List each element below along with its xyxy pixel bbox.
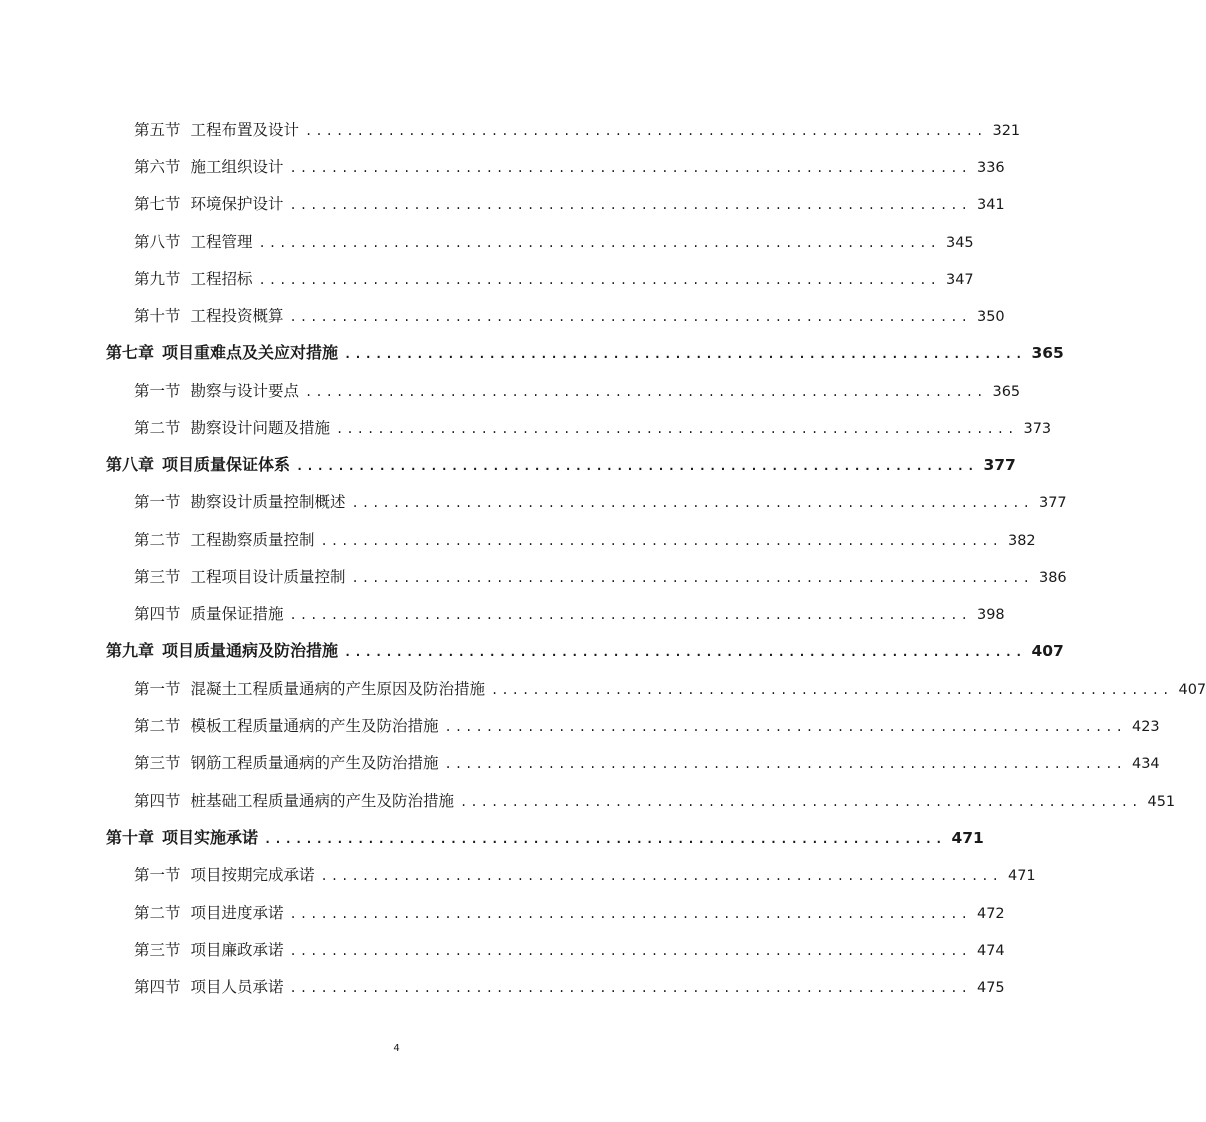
- toc-entry-title: 勘察设计质量控制概述: [190, 493, 346, 511]
- dot-leader: ..................................................................: [351, 571, 1033, 585]
- toc-entry-number: 第五节: [134, 121, 181, 139]
- toc-entry-number: 第四节: [134, 978, 181, 996]
- dot-leader: ..................................................................: [289, 981, 971, 995]
- toc-entry-number: 第八节: [134, 233, 181, 251]
- toc-entry[interactable]: [134, 117, 1021, 143]
- toc-entry[interactable]: [134, 378, 1021, 404]
- toc-chapter-page: 365: [1031, 344, 1064, 362]
- dot-leader: ..................................................................: [258, 273, 940, 287]
- dot-leader: ..................................................................: [444, 757, 1126, 771]
- toc-entry[interactable]: [134, 974, 1005, 1000]
- dot-leader: ..................................................................: [336, 422, 1018, 436]
- dot-leader: ..................................................................: [289, 608, 971, 622]
- toc-entry[interactable]: [134, 489, 1067, 515]
- toc-entry-page: 475: [976, 980, 1005, 996]
- dot-leader: ..................................................................: [320, 534, 1002, 548]
- dot-leader: ..................................................................: [289, 161, 971, 175]
- toc-entry-title: 模板工程质量通病的产生及防治措施: [190, 717, 439, 735]
- toc-entry-title: 工程管理: [190, 233, 253, 251]
- toc-entry-title: 桩基础工程质量通病的产生及防治措施: [190, 792, 455, 810]
- toc-entry-title: 项目廉政承诺: [190, 941, 284, 959]
- dot-leader: ..................................................................: [320, 869, 1002, 883]
- toc-entry[interactable]: [134, 303, 1005, 329]
- toc-entry-number: 第二节: [134, 904, 181, 922]
- toc-entry-number: 第一节: [134, 382, 181, 400]
- toc-entry-number: 第二节: [134, 531, 181, 549]
- toc-entry-title: 工程招标: [190, 270, 253, 288]
- toc-chapter[interactable]: [106, 340, 1064, 366]
- toc-entry-number: 第三节: [134, 941, 181, 959]
- toc-chapter[interactable]: [106, 825, 984, 851]
- toc-entry-page: 377: [1038, 495, 1067, 511]
- toc-entry-page: 423: [1131, 719, 1160, 735]
- toc-chapter-page: 471: [951, 829, 984, 847]
- toc-entry-title: 工程项目设计质量控制: [190, 568, 346, 586]
- toc-entry-title: 勘察设计问题及措施: [190, 419, 331, 437]
- toc-entry[interactable]: [134, 191, 1005, 217]
- toc-entry-page: 341: [976, 197, 1005, 213]
- toc-entry-page: 471: [1007, 868, 1036, 884]
- dot-leader: ..................................................................: [289, 907, 971, 921]
- toc-entry-title: 项目按期完成承诺: [190, 866, 315, 884]
- toc-entry[interactable]: [134, 229, 974, 255]
- toc-entry-page: 382: [1007, 533, 1036, 549]
- toc-chapter-number: 第十章: [106, 828, 155, 847]
- dot-leader: ..................................................................: [460, 795, 1142, 809]
- toc-entry-number: 第一节: [134, 680, 181, 698]
- toc-chapter[interactable]: [106, 452, 1016, 478]
- toc-entry[interactable]: [134, 564, 1067, 590]
- toc-entry-number: 第十节: [134, 307, 181, 325]
- toc-entry-page: 474: [976, 943, 1005, 959]
- toc-chapter-number: 第八章: [106, 455, 155, 474]
- toc-entry[interactable]: [134, 415, 1052, 441]
- toc-entry-page: 451: [1147, 794, 1176, 810]
- toc-entry-page: 347: [945, 272, 974, 288]
- toc-entry-number: 第六节: [134, 158, 181, 176]
- toc-entry[interactable]: [134, 601, 1005, 627]
- page-number: 4: [393, 1043, 400, 1054]
- toc-entry[interactable]: [134, 527, 1036, 553]
- dot-leader: ..................................................................: [289, 310, 971, 324]
- toc-entry-title: 施工组织设计: [190, 158, 284, 176]
- toc-entry-page: 336: [976, 160, 1005, 176]
- toc-entry-title: 质量保证措施: [190, 605, 284, 623]
- toc-chapter-title: 项目重难点及关应对措施: [162, 343, 339, 362]
- toc-entry-page: 321: [992, 123, 1021, 139]
- toc-entry[interactable]: [134, 900, 1005, 926]
- dot-leader: ..................................................................: [258, 236, 940, 250]
- dot-leader: ..................................................................: [296, 459, 978, 473]
- toc-entry-number: 第九节: [134, 270, 181, 288]
- toc-entry-page: 365: [992, 384, 1021, 400]
- toc-chapter-title: 项目质量保证体系: [162, 455, 291, 474]
- toc-entry-title: 工程投资概算: [190, 307, 284, 325]
- dot-leader: ..................................................................: [491, 683, 1173, 697]
- toc-entry-title: 混凝土工程质量通病的产生原因及防治措施: [190, 680, 486, 698]
- toc-entry-number: 第四节: [134, 792, 181, 810]
- toc-entry[interactable]: [134, 862, 1036, 888]
- toc-entry[interactable]: [134, 154, 1005, 180]
- toc-entry-number: 第三节: [134, 568, 181, 586]
- toc-entry-page: 434: [1131, 756, 1160, 772]
- dot-leader: ..................................................................: [289, 944, 971, 958]
- toc-entry-number: 第七节: [134, 195, 181, 213]
- dot-leader: ..................................................................: [344, 645, 1026, 659]
- toc-entry-title: 项目人员承诺: [190, 978, 284, 996]
- dot-leader: ..................................................................: [351, 496, 1033, 510]
- toc-entry-page: 472: [976, 906, 1005, 922]
- dot-leader: ..................................................................: [344, 347, 1026, 361]
- toc-entry-page: 345: [945, 235, 974, 251]
- toc-entry-title: 工程勘察质量控制: [190, 531, 315, 549]
- toc-entry-number: 第二节: [134, 419, 181, 437]
- dot-leader: ..................................................................: [444, 720, 1126, 734]
- toc-entry-title: 环境保护设计: [190, 195, 284, 213]
- toc-entry[interactable]: [134, 713, 1160, 739]
- toc-entry-number: 第一节: [134, 866, 181, 884]
- toc-entry-title: 项目进度承诺: [190, 904, 284, 922]
- toc-entry-title: 工程布置及设计: [190, 121, 300, 139]
- toc-entry-page: 398: [976, 607, 1005, 623]
- toc-entry-page: 386: [1038, 570, 1067, 586]
- toc-entry-page: 350: [976, 309, 1005, 325]
- toc-entry-number: 第四节: [134, 605, 181, 623]
- toc-entry[interactable]: [134, 676, 1206, 702]
- toc-chapter-number: 第九章: [106, 641, 155, 660]
- toc-chapter-number: 第七章: [106, 343, 155, 362]
- toc-entry[interactable]: [134, 788, 1176, 814]
- toc-entry[interactable]: [134, 750, 1160, 776]
- dot-leader: ..................................................................: [305, 385, 987, 399]
- toc-entry-title: 钢筋工程质量通病的产生及防治措施: [190, 754, 439, 772]
- toc-entry-page: 373: [1023, 421, 1052, 437]
- dot-leader: ..................................................................: [305, 124, 987, 138]
- dot-leader: ..................................................................: [289, 198, 971, 212]
- toc-entry-page: 407: [1178, 682, 1206, 698]
- toc-entry[interactable]: [134, 266, 974, 292]
- toc-chapter[interactable]: [106, 638, 1064, 664]
- toc-chapter-page: 377: [983, 456, 1016, 474]
- toc-chapter-page: 407: [1031, 642, 1064, 660]
- toc-entry-number: 第一节: [134, 493, 181, 511]
- toc-entry-number: 第三节: [134, 754, 181, 772]
- toc-entry[interactable]: [134, 937, 1005, 963]
- toc-chapter-title: 项目实施承诺: [162, 828, 259, 847]
- toc-entry-title: 勘察与设计要点: [190, 382, 300, 400]
- toc-chapter-title: 项目质量通病及防治措施: [162, 641, 339, 660]
- toc-entry-number: 第二节: [134, 717, 181, 735]
- dot-leader: ..................................................................: [264, 832, 946, 846]
